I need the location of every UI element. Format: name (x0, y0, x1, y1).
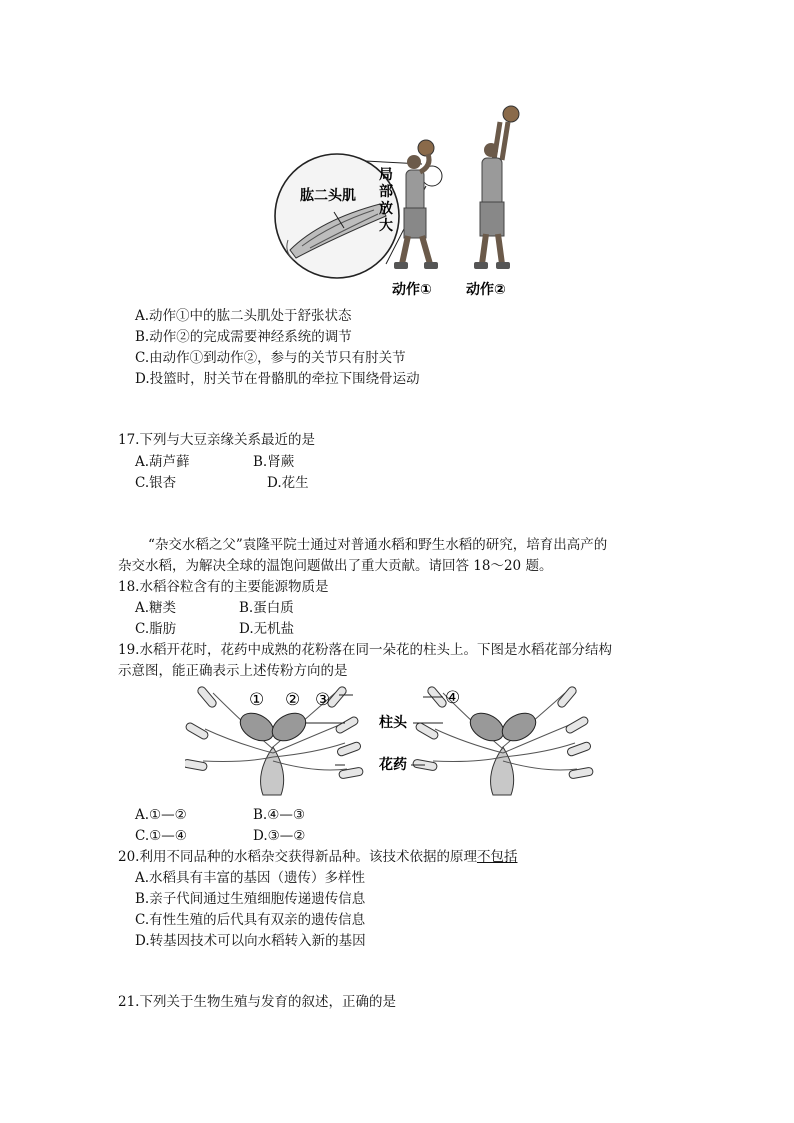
q20-option-c: C.有性生殖的后代具有双亲的遗传信息 (135, 912, 366, 928)
q20-option-b: B.亲子代间通过生殖细胞传递遗传信息 (135, 891, 366, 907)
q17-option-a: A.葫芦藓 (135, 454, 190, 470)
zoom-label-0: 局 (379, 167, 393, 183)
q16-option-d: D.投篮时，肘关节在骨骼肌的牵拉下围绕骨运动 (135, 371, 420, 387)
q19-option-a: A.①—② (135, 807, 187, 823)
q19-option-d: D.③—② (253, 828, 306, 844)
q17-option-d: D.花生 (267, 475, 309, 491)
stigma-label: 柱头 (379, 715, 407, 731)
q17-option-b: B.肾蕨 (253, 454, 295, 470)
player-action1 (394, 140, 438, 269)
label-n3: ③ (315, 690, 331, 710)
q18-stem: 18.水稻谷粒含有的主要能源物质是 (118, 579, 329, 595)
zoom-label-1: 部 (379, 184, 393, 200)
q20-option-a: A.水稻具有丰富的基因（遗传）多样性 (135, 870, 366, 886)
passage-line-2: 杂交水稻，为解决全球的温饱问题做出了重大贡献。请回答 18～20 题。 (118, 558, 553, 574)
q20-stem-underlined: 不包括 (476, 849, 518, 865)
rice-flower-left (185, 685, 364, 795)
label-n4: ④ (445, 688, 461, 708)
anther-label: 花药 (379, 757, 407, 773)
q21-stem: 21.下列关于生物生殖与发育的叙述，正确的是 (118, 994, 396, 1010)
q17-stem: 17.下列与大豆亲缘关系最近的是 (118, 432, 315, 448)
q16-option-b: B.动作②的完成需要神经系统的调节 (135, 329, 352, 345)
q20-stem (118, 848, 517, 866)
q18-option-b: B.蛋白质 (239, 600, 294, 616)
q16-option-c: C.由动作①到动作②，参与的关节只有肘关节 (135, 350, 406, 366)
zoom-label-2: 放 (379, 201, 393, 217)
rice-flower-figure (185, 683, 595, 803)
q18-option-d: D.无机盐 (239, 621, 295, 637)
q16-option-a: A.动作①中的肱二头肌处于舒张状态 (135, 308, 352, 324)
q19-stem-line-2: 示意图，能正确表示上述传粉方向的是 (118, 663, 348, 679)
player-action2 (474, 106, 519, 269)
muscle-action-figure (270, 100, 540, 300)
q17-option-c: C.银杏 (135, 475, 177, 491)
action2-label: 动作② (466, 282, 506, 298)
q18-option-a: A.糖类 (135, 600, 177, 616)
q18-option-c: C.脂肪 (135, 621, 177, 637)
label-n2: ② (285, 690, 301, 710)
q19-option-b: B.④—③ (253, 807, 305, 823)
q20-stem-prefix: 20.利用不同品种的水稻杂交获得新品种。该技术依据的原理 (118, 849, 477, 865)
q20-option-d: D.转基因技术可以向水稻转入新的基因 (135, 933, 366, 949)
passage-line-1: “杂交水稻之父”袁隆平院士通过对普通水稻和野生水稻的研究，培育出高产的 (148, 537, 608, 553)
q19-option-c: C.①—④ (135, 828, 187, 844)
zoom-label-3: 大 (379, 218, 393, 234)
biceps-label: 肱二头肌 (300, 188, 356, 204)
action1-label: 动作① (392, 282, 432, 298)
rice-flower-right (412, 685, 593, 795)
q19-stem-line-1: 19.水稻开花时，花药中成熟的花粉落在同一朵花的柱头上。下图是水稻花部分结构 (118, 642, 612, 658)
label-n1: ① (249, 690, 265, 710)
